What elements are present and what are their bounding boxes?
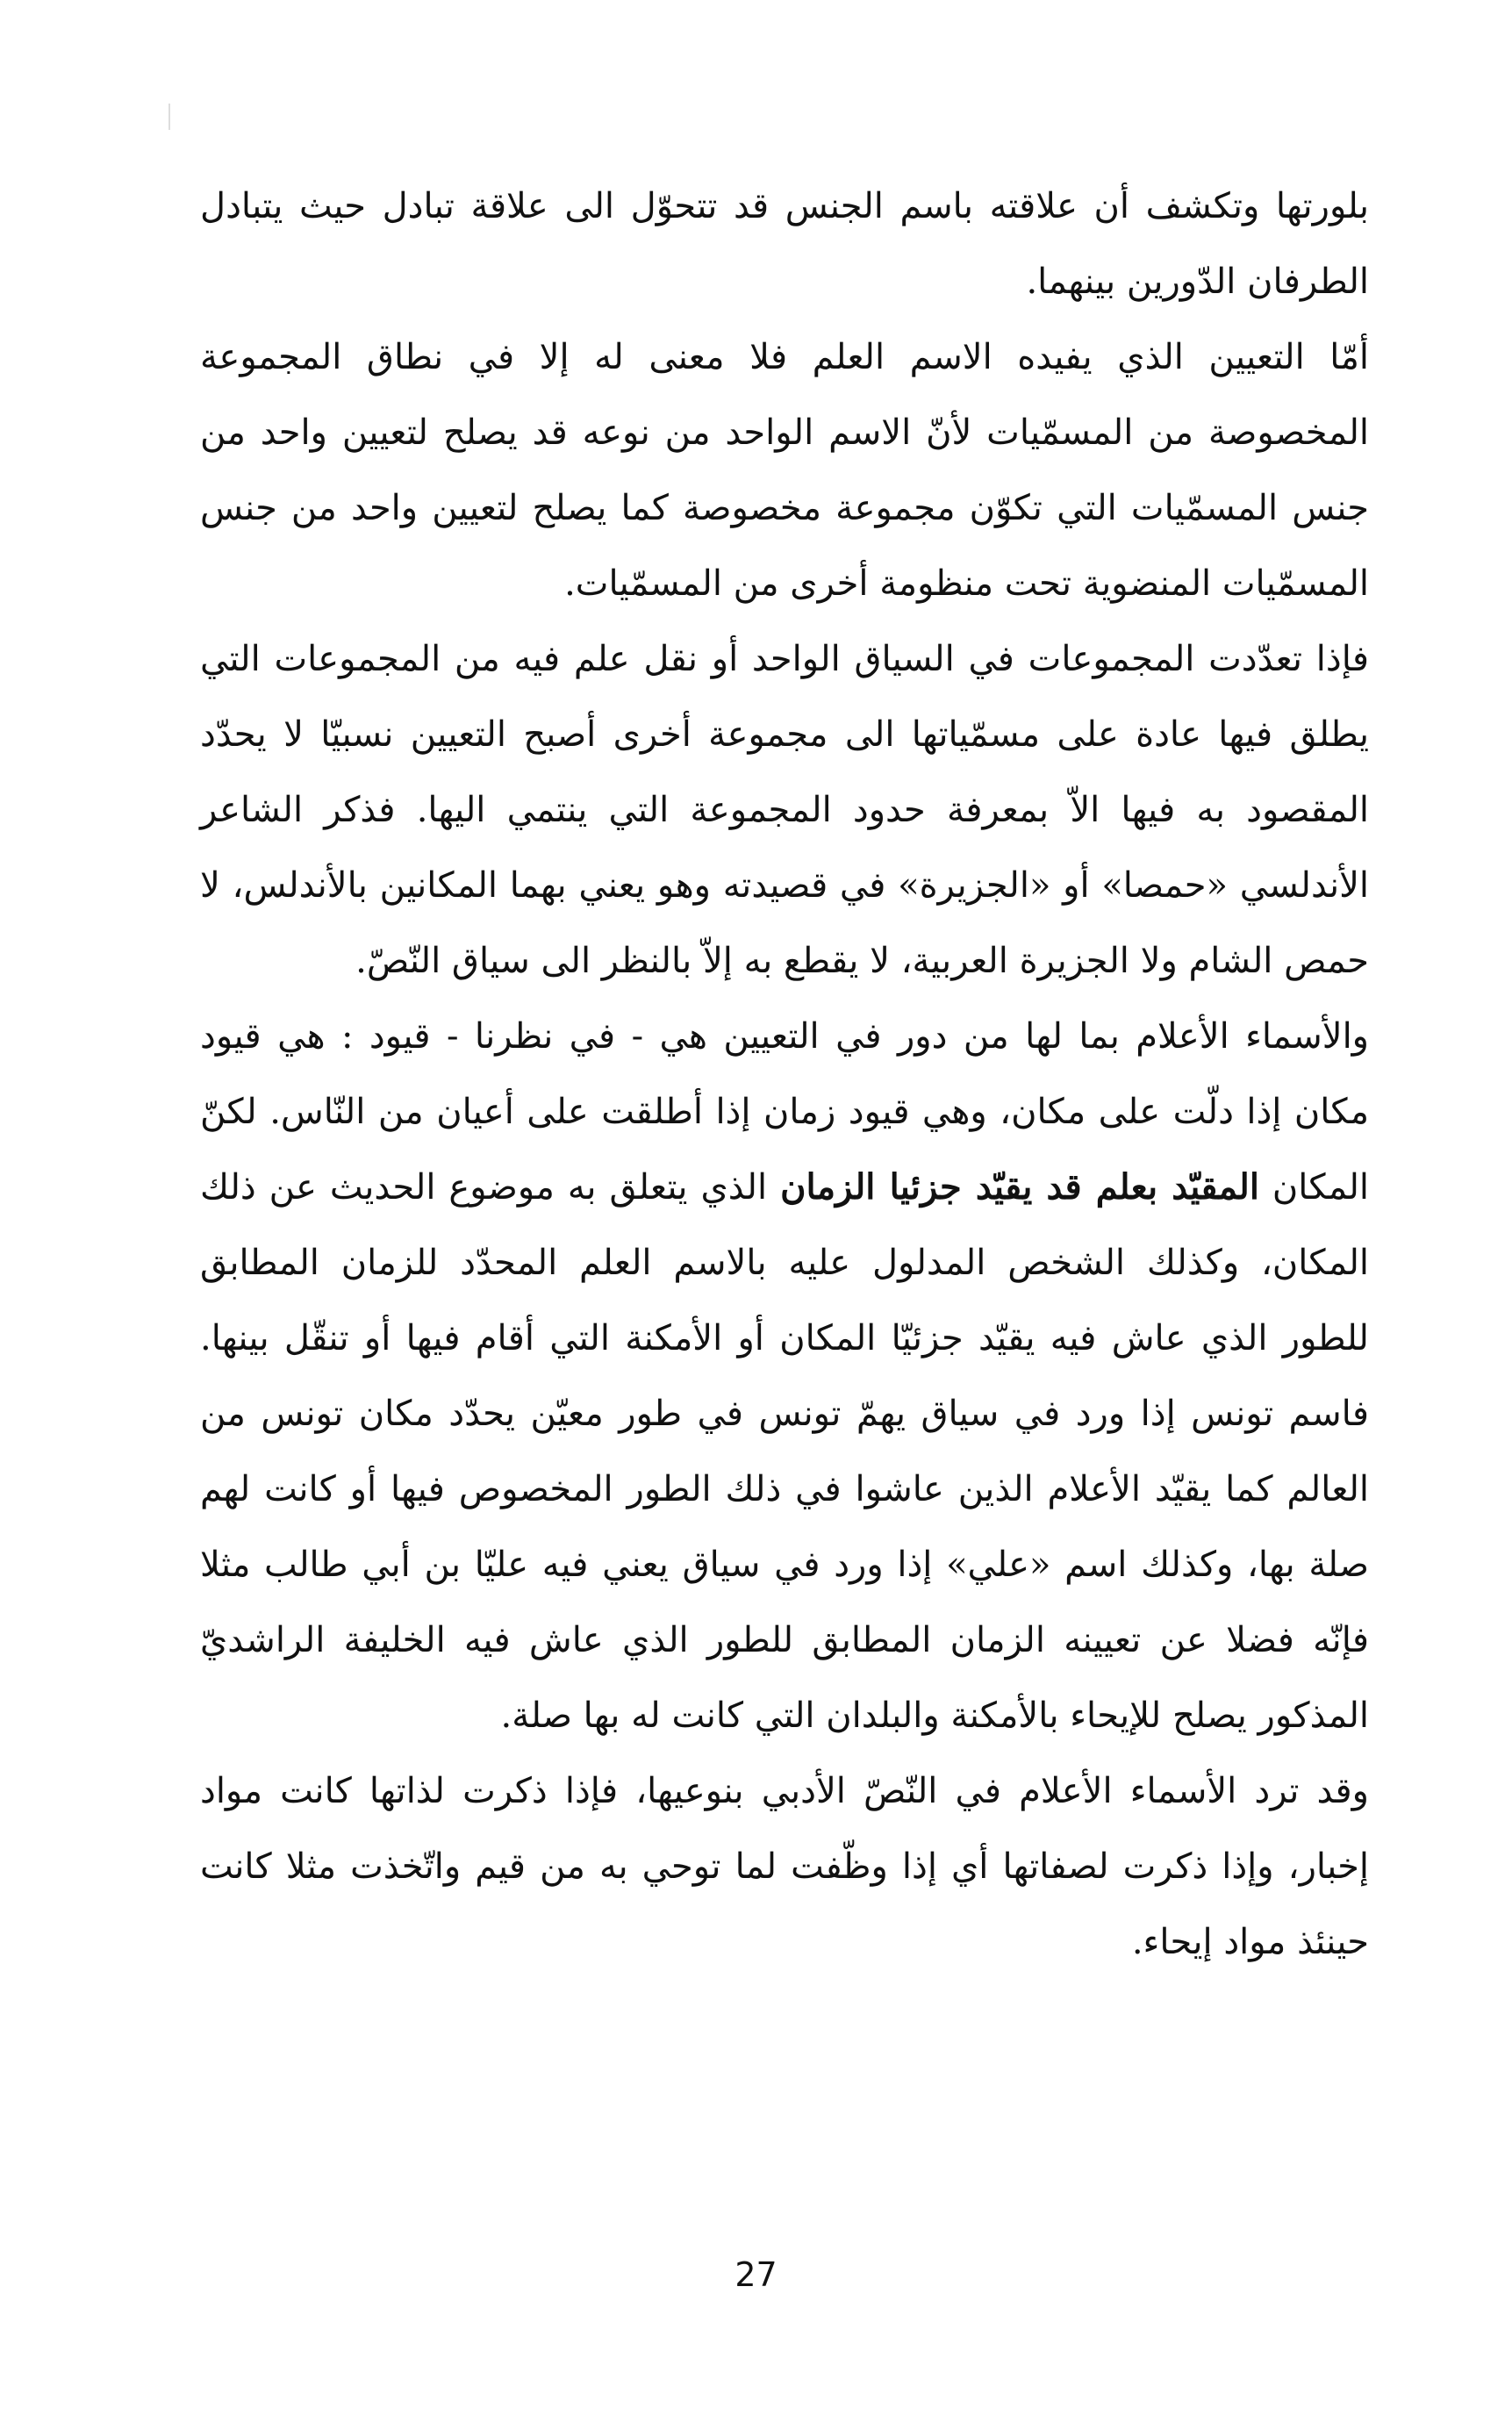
paragraph-4-text-end: الذي يتعلق به موضوع الحديث عن ذلك المكان، وكذلك الشخص المدلول عليه بالاسم العلم المحدّد للزمان المطابق للطور الذي عاش فيه يقيّد جزئيّا المكان أو الأمكنة التي أقام فيها أو تنقّل بينها. فاسم تونس إذا ورد في سياق يهمّ تونس في طور معيّن يحدّد مكان تونس من العالم كما يقيّد الأعلام الذين عاشوا في ذلك الطور المخصوص فيها أو كانت لهم صلة بها، وكذلك اسم «علي» إذا ورد في سياق يعني فيه عليّا بن أبي طالب مثلا فإنّه فضلا عن تعيينه الزمان المطابق للطور الذي عاش فيه الخليفة الراشديّ المذكور يصلح للإيحاء بالأمكنة والبلدان التي كانت له بها صلة. xyxy=(200,1167,1369,1736)
scan-edge-mark xyxy=(168,104,170,130)
body-text xyxy=(200,168,1369,1980)
page-number: 27 xyxy=(735,2255,777,2294)
paragraph-1: بلورتها وتكشف أن علاقته باسم الجنس قد تتحوّل الى علاقة تبادل حيث يتبادل الطرفان الدّورين بينهما. xyxy=(200,186,1369,302)
paragraph-3: فإذا تعدّدت المجموعات في السياق الواحد أو نقل علم فيه من المجموعات التي يطلق فيها عادة على مسمّياتها الى مجموعة أخرى أصبح التعيين نسبيّا لا يحدّد المقصود به فيها الاّ بمعرفة حدود المجموعة التي ينتمي اليها. فذكر الشاعر الأندلسي «حمصا» أو «الجزيرة» في قصيدته وهو يعني بهما المكانين بالأندلس، لا حمص الشام ولا الجزيرة العربية، لا يقطع به إلاّ بالنظر الى سياق النّصّ. xyxy=(200,639,1369,981)
paragraph-4 xyxy=(200,999,1369,1753)
paragraph-4-bold-phrase: المقيّد بعلم قد يقيّد جزئيا الزمان xyxy=(780,1166,1259,1208)
paragraph-2: أمّا التعيين الذي يفيده الاسم العلم فلا معنى له إلا في نطاق المجموعة المخصوصة من المسمّيات لأنّ الاسم الواحد من نوعه قد يصلح لتعيين واحد من جنس المسمّيات التي تكوّن مجموعة مخصوصة كما يصلح لتعيين واحد من جنس المسمّيات المنضوية تحت منظومة أخرى من المسمّيات. xyxy=(200,337,1369,604)
paragraph-5: وقد ترد الأسماء الأعلام في النّصّ الأدبي بنوعيها، فإذا ذكرت لذاتها كانت مواد إخبار، وإذا ذكرت لصفاتها أي إذا وظّفت لما توحي به من قيم واتّخذت مثلا كانت حينئذ مواد إيحاء. xyxy=(200,1771,1369,1962)
paragraph-4-text-start: والأسماء الأعلام بما لها من دور في التعيين هي - في نظرنا - قيود : هي قيود مكان إذا دلّت على مكان، وهي قيود زمان إذا أطلقت على أعيان من النّاس. لكنّ المكان xyxy=(200,1016,1369,1208)
